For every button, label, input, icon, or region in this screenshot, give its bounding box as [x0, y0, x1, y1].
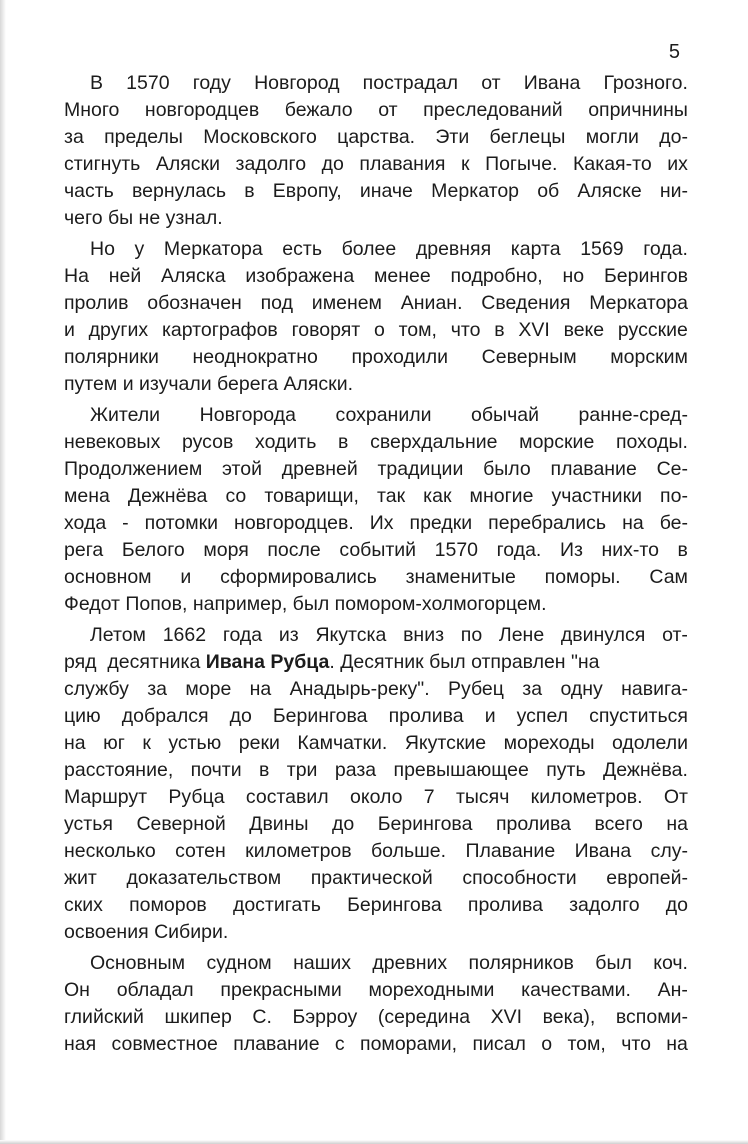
word: Продолжением [64, 458, 203, 480]
text-line [64, 784, 688, 811]
word: изображена [245, 265, 355, 287]
word: Дежнёва. [603, 759, 688, 781]
word: за [64, 126, 84, 148]
word: ная [64, 1033, 97, 1055]
word: Новгорода [199, 404, 296, 426]
text-line [64, 402, 688, 429]
word: древней [281, 458, 358, 480]
word: слу- [650, 840, 688, 862]
text-line [64, 1031, 688, 1058]
word: сотен [175, 840, 226, 862]
word: неоднократно [192, 346, 318, 368]
word: способности [462, 867, 577, 889]
text-line [64, 178, 688, 205]
word: цию [64, 705, 101, 727]
word: Жители [90, 404, 161, 426]
word: от [481, 72, 501, 94]
word: Меркатор [431, 180, 520, 202]
word: вернулась [132, 180, 227, 202]
word: глийский [64, 1006, 144, 1028]
word: ни- [659, 180, 688, 202]
word: именем [311, 292, 382, 314]
text-line [64, 676, 688, 703]
word: составил [245, 786, 329, 808]
word: несколько [64, 840, 156, 862]
text-line [64, 97, 688, 124]
word: Аляски [155, 153, 220, 175]
word: говорят [291, 319, 361, 341]
word: что [621, 1033, 651, 1055]
word: и [64, 319, 75, 341]
word: задолго [235, 153, 307, 175]
word: веке [563, 319, 605, 341]
word: русов [182, 431, 234, 453]
word: добрался [121, 705, 209, 727]
word: почти [190, 759, 242, 781]
word: у [134, 238, 145, 260]
word: об [537, 180, 560, 202]
word: жит [64, 867, 97, 889]
word: совместное [111, 1033, 218, 1055]
word: древняя [415, 238, 492, 260]
word: карта [510, 238, 561, 260]
word: задолго [569, 894, 640, 916]
word: основном [64, 566, 152, 588]
scan-edge-left [0, 0, 6, 1144]
word: Рубца [168, 786, 225, 808]
word: ходить [255, 431, 317, 453]
word: и [484, 705, 496, 727]
word: Якутска [315, 624, 387, 646]
word: бежало [284, 99, 353, 121]
word: Якутские [404, 732, 487, 754]
word: Эти [435, 126, 470, 148]
word: сохранили [335, 404, 432, 426]
word: Сам [649, 566, 688, 588]
word: Берингова [272, 705, 368, 727]
word: Аляске [577, 180, 642, 202]
word: плавания [359, 153, 446, 175]
word: Берингова [377, 813, 473, 835]
text-line-with-name [64, 649, 688, 676]
word: 1570 [126, 72, 170, 94]
word: вспоми- [615, 1006, 688, 1028]
word: Их [369, 512, 394, 534]
word: с [334, 1033, 345, 1055]
word: путь [546, 759, 586, 781]
word: XVI [490, 1006, 523, 1028]
word: Летом [90, 624, 146, 646]
word: товарищи, [264, 485, 359, 507]
word: них-то [601, 539, 659, 561]
word: перебрались [488, 512, 607, 534]
word: мена [64, 485, 110, 507]
word: европей- [606, 867, 688, 889]
word: доказательством [126, 867, 282, 889]
word: как [423, 485, 452, 507]
word: года [222, 624, 263, 646]
word: - [122, 512, 129, 534]
text-line [64, 811, 688, 838]
word: из [278, 624, 299, 646]
word: под [260, 292, 293, 314]
word: службу [64, 678, 129, 700]
word: раза [334, 759, 377, 781]
word: был [595, 952, 632, 974]
word: этой [222, 458, 263, 480]
word: о [541, 1033, 553, 1055]
word: опричнины [588, 99, 688, 121]
word: до [332, 813, 355, 835]
word: 7 [423, 786, 435, 808]
word: (середина [377, 1006, 471, 1028]
word: стигнуть [64, 153, 141, 175]
word: Основным [90, 952, 186, 974]
word: От [663, 786, 688, 808]
text-line [64, 429, 688, 456]
word: плавание [550, 458, 637, 480]
word: пределы [104, 126, 183, 148]
word: есть [282, 238, 322, 260]
text-line [64, 537, 688, 564]
word: двинулся [560, 624, 646, 646]
word: прекрасными [220, 979, 342, 1001]
word: событий [339, 539, 417, 561]
text-line: Федот Попов, например, был помором-холмогорцем. [64, 593, 547, 615]
word: 1570 [434, 539, 479, 561]
word: их [667, 153, 688, 175]
word: 1569 [580, 238, 624, 260]
word: и [180, 566, 192, 588]
word: Но [90, 238, 115, 260]
paragraph-1 [64, 70, 688, 232]
word: реки [238, 732, 280, 754]
word: Рубец [448, 678, 504, 700]
word: На [64, 265, 89, 287]
word: но [562, 265, 585, 287]
word: практической [310, 867, 433, 889]
word: года. [496, 539, 542, 561]
word: моря [203, 539, 249, 561]
text-line: освоения Сибири. [64, 921, 229, 943]
word: успел [516, 705, 569, 727]
word: пролива [467, 894, 543, 916]
word: после [267, 539, 321, 561]
word: Се- [656, 458, 688, 480]
text-line-suffix: . Десятник был отправлен "на [329, 651, 600, 673]
word: пролив [64, 292, 129, 314]
word: по [460, 624, 483, 646]
word: тысяч [455, 786, 510, 808]
word: Маршрут [64, 786, 148, 808]
word: знаменитые [405, 566, 516, 588]
word: ранне-сред- [578, 404, 688, 426]
word: часть [64, 180, 114, 202]
word: Меркатора [163, 238, 263, 260]
word: морские [519, 431, 595, 453]
word: на [666, 1033, 688, 1055]
text-line [64, 977, 688, 1004]
text-line [64, 290, 688, 317]
word: со [225, 485, 247, 507]
word: километров. [530, 786, 643, 808]
word: том, [398, 319, 437, 341]
word: традиции [377, 458, 464, 480]
person-name-bold: Ивана Рубца [205, 651, 330, 673]
word: века), [542, 1006, 596, 1028]
word: на [622, 512, 644, 534]
text-line [64, 564, 688, 591]
word: одну [560, 678, 603, 700]
word: могли [585, 126, 639, 148]
word: Дежнёва [127, 485, 208, 507]
word: Лене [498, 624, 545, 646]
word: устья [64, 813, 113, 835]
word: Бэрроу [292, 1006, 358, 1028]
word: пролива [388, 705, 464, 727]
word: судном [206, 952, 272, 974]
word: юг [103, 732, 125, 754]
word: Ивана [574, 840, 632, 862]
word: Погыче. [485, 153, 558, 175]
word: Он [64, 979, 90, 1001]
word: качествами. [521, 979, 631, 1001]
text-line [64, 456, 688, 483]
word: Новгород [254, 72, 340, 94]
word: году [192, 72, 231, 94]
word: Аниан. [400, 292, 463, 314]
word: потомки [144, 512, 219, 534]
word: за [147, 678, 167, 700]
word: от [378, 99, 398, 121]
scan-edge-bottom [0, 1140, 748, 1144]
word: всего [594, 813, 643, 835]
word: за [522, 678, 543, 700]
word: Северной [136, 813, 226, 835]
word: Из [559, 539, 583, 561]
text-line [64, 236, 688, 263]
text-line [64, 344, 688, 371]
word: километров [245, 840, 352, 862]
word: Двины [249, 813, 309, 835]
word: на [666, 813, 688, 835]
text-line [64, 730, 688, 757]
word: невековых [64, 431, 161, 453]
text-line [64, 263, 688, 290]
word: Плавание [465, 840, 556, 862]
word: менее [373, 265, 431, 287]
word: поморы. [544, 566, 621, 588]
word: в [338, 431, 349, 453]
word: мореходными [368, 979, 495, 1001]
word: беглецы [489, 126, 566, 148]
word: так [377, 485, 406, 507]
word: XVI [518, 319, 550, 341]
paragraph-2 [64, 236, 688, 398]
word: участники [551, 485, 642, 507]
word: года. [643, 238, 688, 260]
word: ней [108, 265, 142, 287]
word: достигать [232, 894, 321, 916]
word: море [185, 678, 232, 700]
text-line [64, 70, 688, 97]
word: Берингова [347, 894, 442, 916]
word: царства. [337, 126, 416, 148]
paragraph-5 [64, 950, 688, 1058]
word: сформировались [220, 566, 377, 588]
text-line [64, 317, 688, 344]
word: Европу, [272, 180, 342, 202]
word: до- [659, 126, 688, 148]
word: вниз [403, 624, 445, 646]
word: до [665, 894, 688, 916]
text-line: чего бы не узнал. [64, 207, 223, 229]
word: преследований [423, 99, 563, 121]
text-line [64, 483, 688, 510]
text-line [64, 703, 688, 730]
word: до [229, 705, 252, 727]
word: Много [64, 99, 120, 121]
word: Меркатора [589, 292, 688, 314]
word: что [450, 319, 481, 341]
word: расстояние, [64, 759, 174, 781]
word: проходили [351, 346, 449, 368]
text-line [64, 838, 688, 865]
text-line [64, 124, 688, 151]
word: коч. [653, 952, 688, 974]
text-line-prefix: ряд десятника [64, 651, 206, 673]
paragraph-3 [64, 402, 688, 618]
page-body [64, 70, 688, 1058]
word: Северным [481, 346, 577, 368]
word: навига- [621, 678, 688, 700]
word: иначе [359, 180, 413, 202]
word: Белого [121, 539, 185, 561]
word: в [494, 319, 505, 341]
word: к [142, 732, 151, 754]
word: пострадал [362, 72, 459, 94]
word: Анадырь-реку". [289, 678, 430, 700]
word: С. [252, 1006, 272, 1028]
word: по- [660, 485, 688, 507]
word: В [90, 72, 104, 94]
word: от- [662, 624, 688, 646]
word: морским [610, 346, 688, 368]
word: одолели [611, 732, 688, 754]
word: 1662 [162, 624, 207, 646]
word: подробно, [450, 265, 543, 287]
word: многие [469, 485, 534, 507]
word: на [64, 732, 86, 754]
word: картографов [161, 319, 278, 341]
word: поморами, [360, 1033, 458, 1055]
word: писал [472, 1033, 526, 1055]
word: том, [567, 1033, 606, 1055]
word: устью [168, 732, 222, 754]
word: Аляска [161, 265, 226, 287]
word: более [341, 238, 397, 260]
word: рега [64, 539, 104, 561]
word: русские [617, 319, 688, 341]
word: в [259, 759, 270, 781]
word: на [249, 678, 272, 700]
word: предки [409, 512, 473, 534]
text-line [64, 757, 688, 784]
word: новгородцев [144, 99, 260, 121]
word: шкипер [164, 1006, 232, 1028]
word: было [483, 458, 531, 480]
word: Берингов [603, 265, 688, 287]
word: Грозного. [603, 72, 688, 94]
word: в [244, 180, 255, 202]
text-line [64, 1004, 688, 1031]
word: Ивана [523, 72, 581, 94]
word: спуститься [589, 705, 688, 727]
word: ских [64, 894, 103, 916]
word: Камчатки. [297, 732, 388, 754]
word: Московского [203, 126, 317, 148]
word: превышающее [393, 759, 529, 781]
text-line [64, 622, 688, 649]
text-line: путем и изучали берега Аляски. [64, 373, 354, 395]
word: к [460, 153, 470, 175]
word: Сведения [481, 292, 571, 314]
word: полярников [468, 952, 574, 974]
text-line [64, 865, 688, 892]
word: Ан- [657, 979, 688, 1001]
text-line [64, 892, 688, 919]
word: поморов [129, 894, 207, 916]
word: мореходы [503, 732, 595, 754]
word: походы. [615, 431, 688, 453]
word: других [88, 319, 149, 341]
paragraph-4 [64, 622, 688, 946]
word: хода [64, 512, 107, 534]
word: обладал [116, 979, 194, 1001]
word: новгородцев. [234, 512, 354, 534]
word: обозначен [147, 292, 242, 314]
word: до [321, 153, 344, 175]
word: в [677, 539, 688, 561]
word: древних [372, 952, 448, 974]
word: Какая-то [573, 153, 652, 175]
text-line [64, 510, 688, 537]
word: полярники [64, 346, 159, 368]
word: наших [293, 952, 351, 974]
word: бе- [659, 512, 688, 534]
word: около [349, 786, 403, 808]
word: пролива [495, 813, 572, 835]
page-number: 5 [668, 41, 680, 63]
text-line [64, 950, 688, 977]
word: обычай [471, 404, 539, 426]
word: плавание [233, 1033, 320, 1055]
word: сверхдальние [370, 431, 498, 453]
text-line [64, 151, 688, 178]
word: больше. [371, 840, 447, 862]
word: три [286, 759, 318, 781]
word: о [373, 319, 385, 341]
